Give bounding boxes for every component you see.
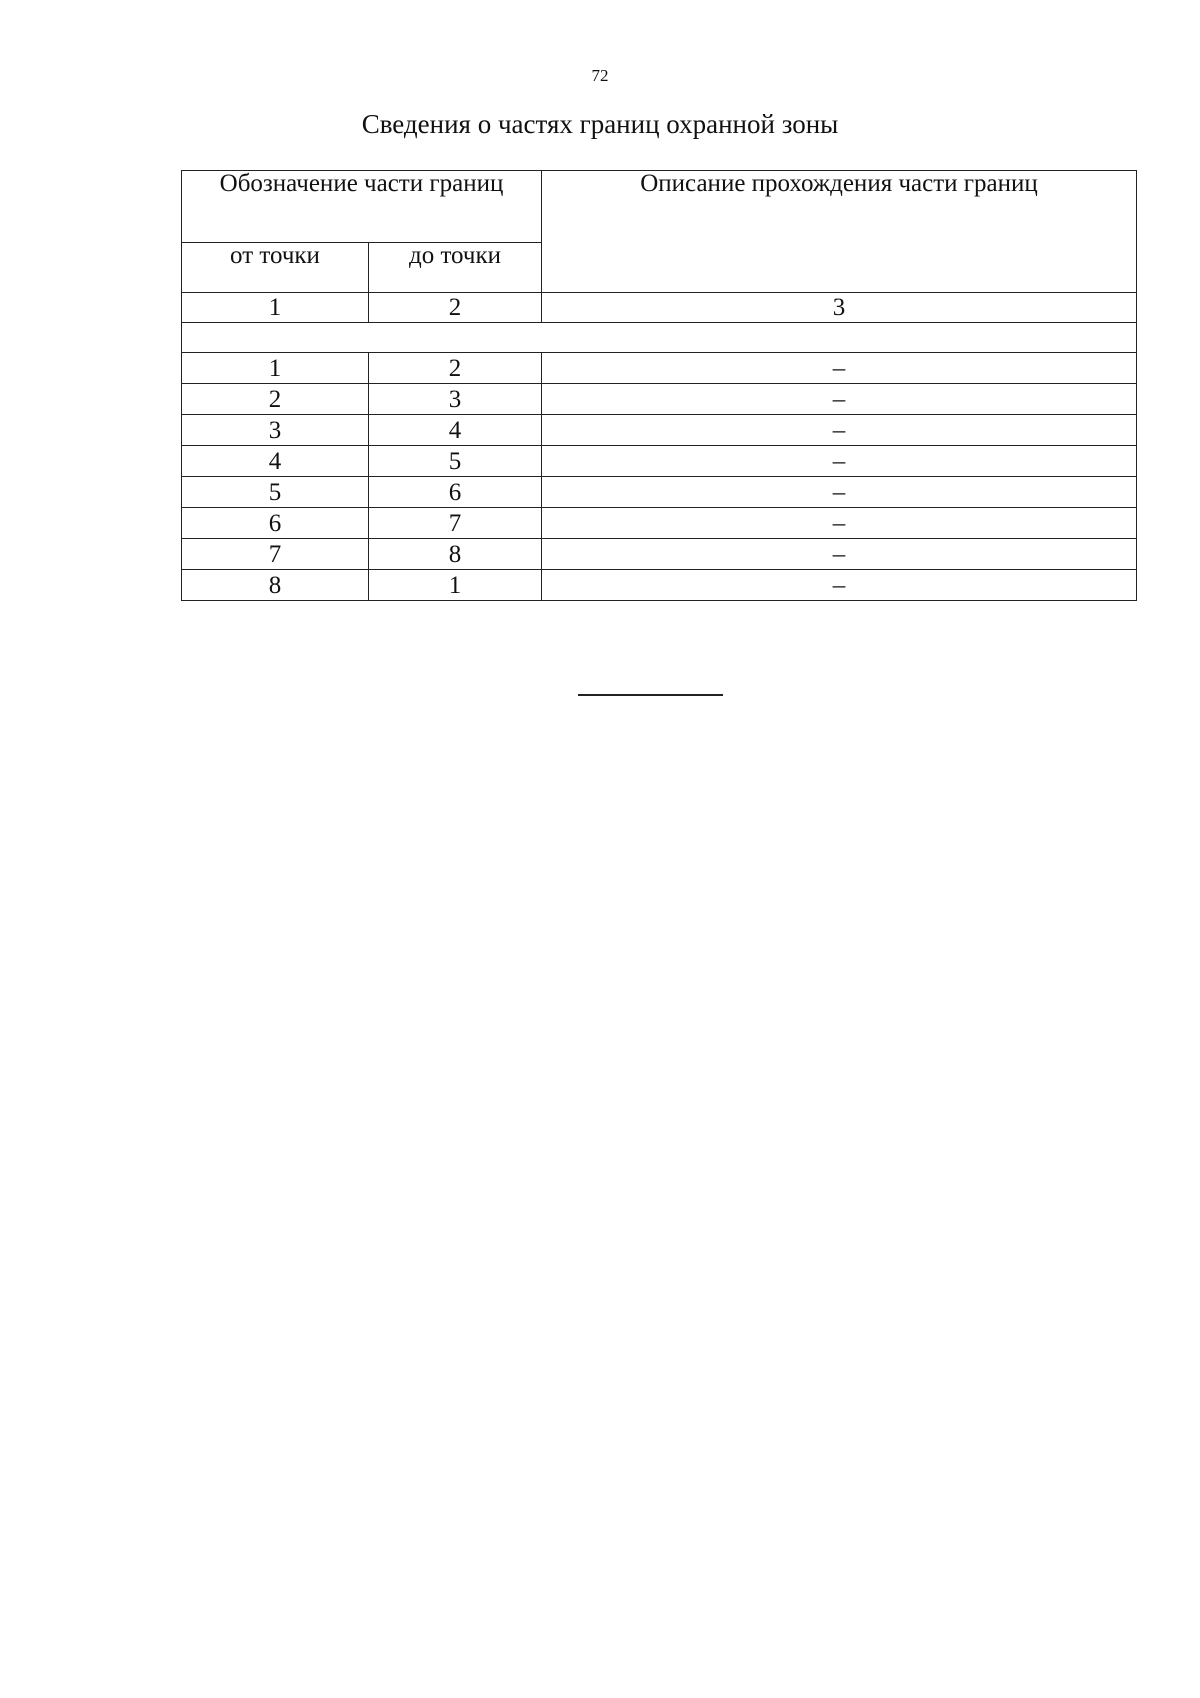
to-point-cell: 4 — [369, 415, 542, 446]
from-point-cell: 5 — [182, 477, 369, 508]
to-point-cell: 5 — [369, 446, 542, 477]
from-point-cell: 3 — [182, 415, 369, 446]
description-cell: – — [542, 415, 1137, 446]
header-boundary-description: Описание прохождения части границ — [542, 171, 1137, 293]
section-cell — [182, 323, 1137, 353]
description-cell: – — [542, 477, 1137, 508]
description-cell: – — [542, 508, 1137, 539]
to-point-cell: 1 — [369, 570, 542, 601]
column-number-cell: 1 — [182, 293, 369, 323]
to-point-cell: 7 — [369, 508, 542, 539]
from-point-cell: 2 — [182, 384, 369, 415]
header-from-point: от точки — [182, 243, 369, 293]
description-cell: – — [542, 446, 1137, 477]
from-point-cell: 4 — [182, 446, 369, 477]
header-boundary-designation: Обозначение части границ — [182, 171, 542, 243]
table-row — [182, 570, 1137, 601]
to-point-cell: 2 — [369, 353, 542, 384]
to-point-cell: 8 — [369, 539, 542, 570]
table-container — [181, 170, 1137, 601]
column-number-row — [182, 293, 1137, 323]
from-point-cell: 7 — [182, 539, 369, 570]
description-cell: – — [542, 353, 1137, 384]
description-cell: – — [542, 539, 1137, 570]
from-point-cell: 6 — [182, 508, 369, 539]
document-title: Сведения о частях границ охранной зоны — [361, 109, 839, 139]
table-row — [182, 415, 1137, 446]
table-header-row — [182, 171, 1137, 243]
description-cell: – — [542, 384, 1137, 415]
section-row — [182, 323, 1137, 353]
column-number-cell: 3 — [542, 293, 1137, 323]
description-cell: – — [542, 570, 1137, 601]
page-number: 72 — [591, 66, 609, 85]
from-point-cell: 8 — [182, 570, 369, 601]
to-point-cell: 6 — [369, 477, 542, 508]
column-number-cell: 2 — [369, 293, 542, 323]
table-row — [182, 353, 1137, 384]
to-point-cell: 3 — [369, 384, 542, 415]
table-row — [182, 384, 1137, 415]
table-row — [182, 477, 1137, 508]
table-row — [182, 446, 1137, 477]
end-divider-line — [578, 694, 723, 696]
boundary-parts-table — [181, 170, 1137, 601]
from-point-cell: 1 — [182, 353, 369, 384]
table-row — [182, 508, 1137, 539]
table-row — [182, 539, 1137, 570]
header-to-point: до точки — [369, 243, 542, 293]
